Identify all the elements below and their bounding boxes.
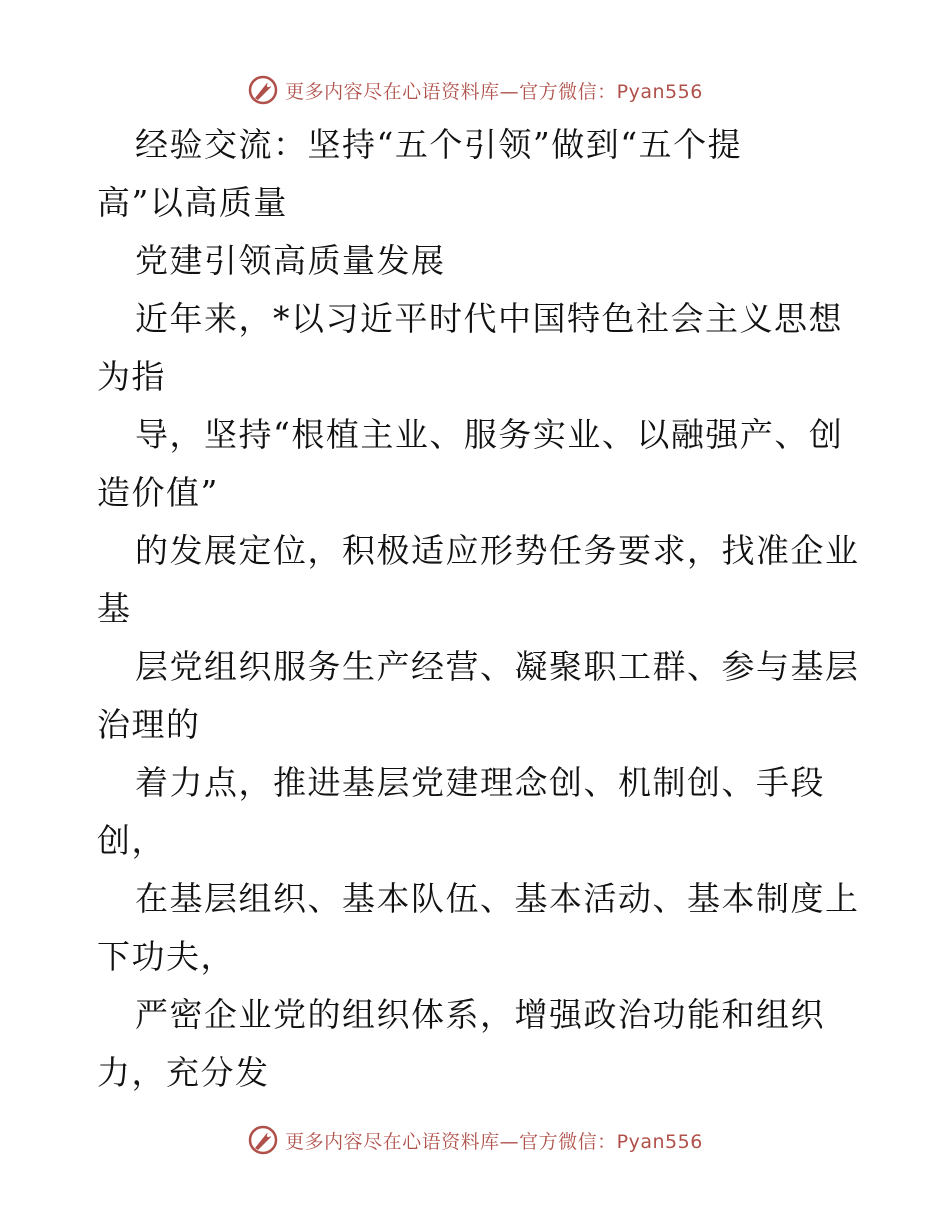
paragraph-line: 创， (97, 821, 166, 860)
paragraph-line: 基 (97, 589, 132, 628)
paragraph-line: 导，坚持“根植主业、服务实业、以融强产、创 (135, 415, 844, 454)
header-banner (0, 68, 950, 112)
paragraph-line: 的发展定位，积极适应形势任务要求，找准企业 (135, 531, 860, 570)
document-title-line: 经验交流：坚持“五个引领”做到“五个提 (135, 125, 743, 164)
footer-banner (0, 1118, 950, 1162)
paragraph-line: 下功夫， (97, 937, 235, 976)
paragraph-line: 力，充分发 (97, 1053, 270, 1092)
paragraph-line: 造价值” (97, 473, 219, 512)
paragraph-line: 在基层组织、基本队伍、基本活动、基本制度上 (135, 879, 860, 918)
paragraph-line: 严密企业党的组织体系，增强政治功能和组织 (135, 995, 825, 1034)
paragraph-line: 近年来，*以习近平时代中国特色社会主义思想 (135, 299, 843, 338)
document-title-line: 高”以高质量 (97, 183, 288, 222)
pen-nib-circle-icon (247, 1124, 279, 1156)
document-subtitle-line: 党建引领高质量发展 (135, 241, 446, 280)
paragraph-line: 层党组织服务生产经营、凝聚职工群、参与基层 (135, 647, 860, 686)
header-banner-text: 更多内容尽在心语资料库—官方微信：Pyan556 (285, 80, 703, 103)
paragraph-line: 着力点，推进基层党建理念创、机制创、手段 (135, 763, 825, 802)
pen-nib-circle-icon (247, 74, 279, 106)
paragraph-line: 治理的 (97, 705, 201, 744)
document-body (97, 116, 867, 1102)
paragraph-line: 为指 (97, 357, 166, 396)
footer-banner-text: 更多内容尽在心语资料库—官方微信：Pyan556 (285, 1130, 703, 1153)
